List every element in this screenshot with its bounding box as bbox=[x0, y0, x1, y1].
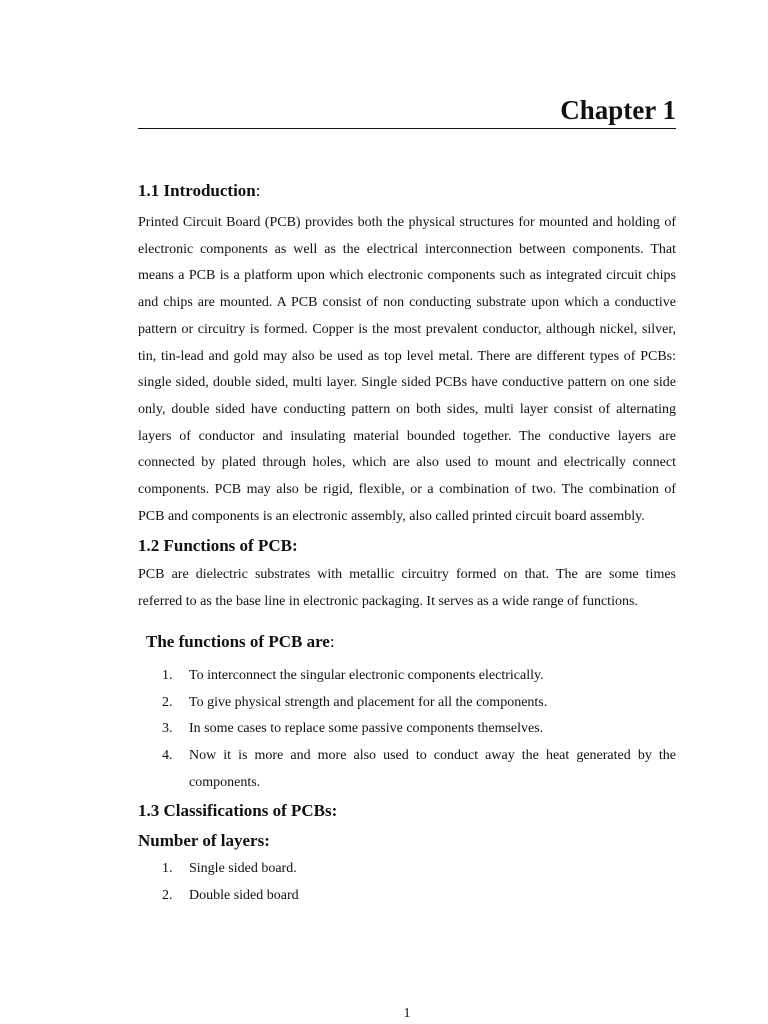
document-body bbox=[138, 175, 676, 910]
section-heading-classifications: 1.3 Classifications of PCBs: bbox=[138, 801, 338, 821]
functions-paragraph: PCB are dielectric substrates with metallic circuitry formed on that. The are some times referred to as the base line in electronic packaging. It serves as a wide range of functions. bbox=[138, 567, 676, 610]
list-item-text: Single sided board. bbox=[189, 861, 297, 877]
list-item bbox=[138, 743, 676, 796]
functions-list bbox=[138, 663, 676, 797]
functions-list-heading-colon: : bbox=[329, 631, 335, 651]
list-item-number: 1. bbox=[162, 667, 173, 683]
list-item bbox=[138, 716, 676, 743]
section-heading-introduction bbox=[138, 180, 676, 202]
list-item bbox=[138, 883, 676, 910]
list-item-text: In some cases to replace some passive components themselves. bbox=[189, 721, 544, 737]
list-item-number: 1. bbox=[162, 861, 173, 877]
list-item bbox=[138, 856, 676, 883]
subheading-number-of-layers: Number of layers: bbox=[138, 831, 270, 851]
list-item-number: 3. bbox=[162, 721, 173, 737]
chapter-title: Chapter 1 bbox=[560, 95, 676, 125]
list-item bbox=[138, 690, 676, 717]
list-item-text: Now it is more and more also used to conduct away the heat generated by the components. bbox=[189, 747, 676, 790]
list-item-text: To interconnect the singular electronic components electrically. bbox=[189, 667, 544, 683]
page-number: 1 bbox=[403, 1006, 411, 1021]
list-item-number: 2. bbox=[162, 888, 173, 904]
list-item-number: 4. bbox=[162, 747, 173, 763]
functions-list-heading bbox=[146, 631, 676, 653]
functions-list-heading-text: The functions of PCB are bbox=[146, 631, 330, 651]
section-heading-functions: 1.2 Functions of PCB: bbox=[138, 536, 298, 556]
section-heading-introduction-text: 1.1 Introduction bbox=[138, 181, 256, 200]
list-item bbox=[138, 663, 676, 690]
list-item-number: 2. bbox=[162, 694, 173, 710]
list-item-text: Double sided board bbox=[189, 888, 299, 904]
chapter-title-rule bbox=[138, 128, 676, 129]
layers-list bbox=[138, 856, 676, 909]
list-item-text: To give physical strength and placement for all the components. bbox=[189, 694, 548, 710]
introduction-paragraph: Printed Circuit Board (PCB) provides both the physical structures for mounted and holding of electronic components as well as the electrical interconnection between components. That means a PCB is a platform upon which electronic components such as integrated circuit chips and chips are mounted. A PCB consist of non conducting substrate upon which a conductive pattern or circuitry is formed. Copper is the most prevalent conductor, although nickel, silver, tin, tin-lead and gold may also be used as top level metal. There are different types of PCBs: single sided, double sided, multi layer. Single sided PCBs have conductive pattern on one side only, double sided have conducting pattern on both sides, multi layer consist of alternating layers of conductor and insulating material bounded together. The conductive layers are connected by plated through holes, which are also used to mount and electrically connect components. PCB may also be rigid, flexible, or a combination of two. The combination of PCB and components is an electronic assembly, also called printed circuit board assembly. bbox=[138, 215, 676, 524]
section-heading-introduction-colon: : bbox=[255, 181, 261, 200]
